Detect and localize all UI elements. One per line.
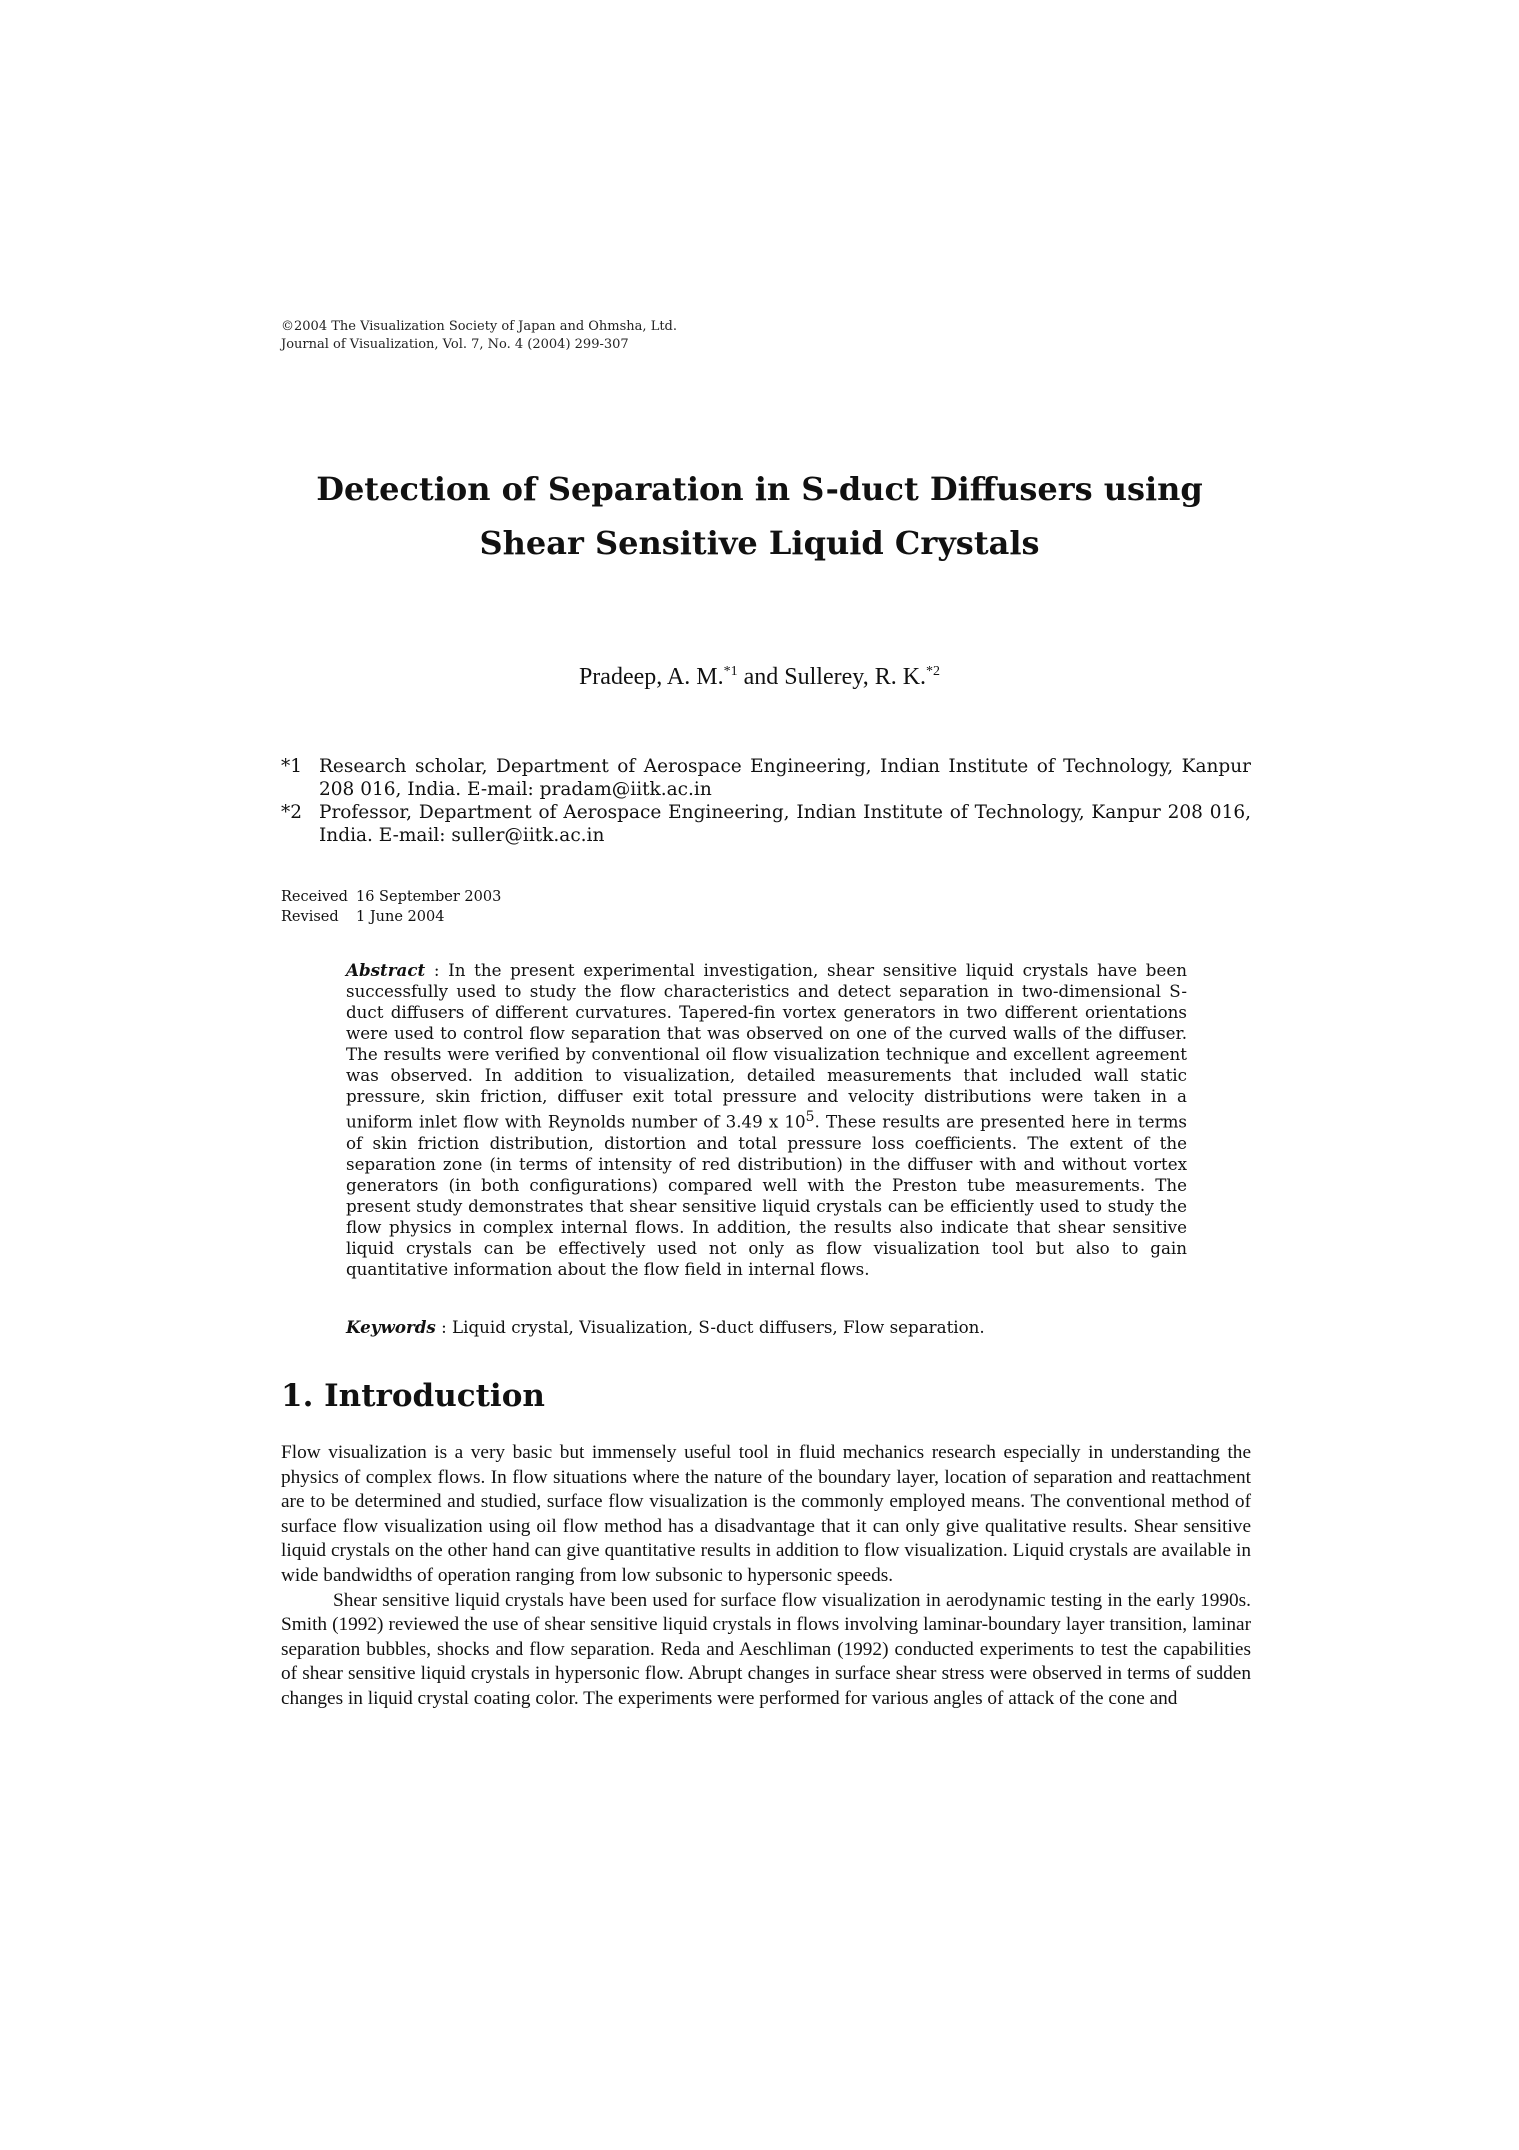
paragraph: Flow visualization is a very basic but immensely useful tool in fluid mechanics research especially in understanding the physics of complex flows. In flow situations where the nature of the boundary layer, location of separation and reattachment are to be determined and studied, surface flow visualization is the commonly employed means. The conventional method of surface flow visualization using oil flow method has a disadvantage that it can only give qualitative results. Shear sensitive liquid crystals on the other hand can give quantitative results in addition to flow visualization. Liquid crystals are available in wide bandwidths of operation ranging from low subsonic to hypersonic speeds. bbox=[281, 1442, 1251, 1586]
reynolds-exponent: 5 bbox=[805, 1109, 815, 1125]
section-heading-introduction: 1. Introduction bbox=[281, 1378, 545, 1414]
revised-value: 1 June 2004 bbox=[356, 909, 445, 925]
journal-citation: Journal of Visualization, Vol. 7, No. 4 (2004) 299-307 bbox=[281, 337, 629, 352]
revised-label: Revised bbox=[281, 909, 339, 925]
introduction-body bbox=[281, 1441, 1251, 1712]
author-list bbox=[0, 664, 1519, 691]
abstract-label: Abstract bbox=[346, 960, 426, 980]
affiliation-text: Research scholar, Department of Aerospace Engineering, Indian Institute of Technology, Kanpur 208 016, India. E-mail: pradam@iitk.ac.in bbox=[319, 756, 1251, 800]
affiliation-1 bbox=[281, 755, 1251, 801]
title-line-1: Detection of Separation in S-duct Diffusers using bbox=[316, 470, 1203, 508]
abstract-text-start: In the present experimental investigation, shear sensitive liquid crystals have been successfully used to study the flow characteristics and detect separation in two-dimensional S-duct diffusers of different curvatures. Tapered-fin vortex generators in two different orientations were used to control flow separation that was observed on one of the curved walls of the diffuser. The results were verified by conventional oil flow visualization technique and excellent agreement was observed. In addition to visualization, detailed measurements that included wall static pressure, skin friction, diffuser exit total pressure and velocity distributions were taken in a uniform inlet flow with Reynolds number of 3.49 x 10 bbox=[346, 960, 1187, 1132]
submission-dates bbox=[281, 887, 501, 927]
received-value: 16 September 2003 bbox=[356, 889, 502, 905]
affiliation-mark: *1 bbox=[281, 756, 303, 777]
affiliation-2 bbox=[281, 801, 1251, 847]
author-2-mark: *2 bbox=[926, 664, 941, 679]
journal-header bbox=[281, 318, 677, 354]
author-1: Pradeep, A. M. bbox=[578, 664, 724, 690]
author-2: Sullerey, R. K. bbox=[784, 664, 927, 690]
received-date bbox=[281, 887, 501, 907]
received-label: Received bbox=[281, 889, 348, 905]
paper-title bbox=[0, 462, 1519, 570]
affiliation-mark: *2 bbox=[281, 802, 303, 823]
affiliations bbox=[281, 755, 1251, 847]
abstract-text-end: . These results are presented here in terms of skin friction distribution, distortion and total pressure loss coefficients. The extent of the separation zone (in terms of intensity of red distribution) in the diffuser with and without vortex generators (in both configurations) compared well with the Preston tube measurements. The present study demonstrates that shear sensitive liquid crystals can be efficiently used to study the flow physics in complex internal flows. In addition, the results also indicate that shear sensitive liquid crystals can be effectively used not only as flow visualization tool but also to gain quantitative information about the flow field in internal flows. bbox=[346, 1111, 1187, 1279]
keywords-label: Keywords bbox=[346, 1317, 436, 1337]
copyright-line: ©2004 The Visualization Society of Japan and Ohmsha, Ltd. bbox=[281, 319, 678, 334]
keywords-text: Liquid crystal, Visualization, S-duct diffusers, Flow separation. bbox=[452, 1317, 985, 1337]
title-line-2: Shear Sensitive Liquid Crystals bbox=[479, 524, 1040, 562]
paragraph: Shear sensitive liquid crystals have been used for surface flow visualization in aerodynamic testing in the early 1990s. Smith (1992) reviewed the use of shear sensitive liquid crystals in flows involving laminar-boundary layer transition, laminar separation bubbles, shocks and flow separation. Reda and Aeschliman (1992) conducted experiments to test the capabilities of shear sensitive liquid crystals in hypersonic flow. Abrupt changes in surface shear stress were observed in terms of sudden changes in liquid crystal coating color. The experiments were performed for various angles of attack of the cone and bbox=[281, 1589, 1251, 1709]
abstract bbox=[346, 960, 1187, 1280]
author-connector: and bbox=[737, 664, 785, 690]
revised-date bbox=[281, 907, 501, 927]
abstract-colon: : bbox=[425, 960, 449, 980]
affiliation-text: Professor, Department of Aerospace Engineering, Indian Institute of Technology, Kanpur 208 016, India. E-mail: suller@iitk.ac.in bbox=[319, 802, 1251, 846]
keywords-colon: : bbox=[435, 1317, 453, 1337]
author-1-mark: *1 bbox=[723, 664, 738, 679]
keywords bbox=[346, 1317, 1187, 1338]
